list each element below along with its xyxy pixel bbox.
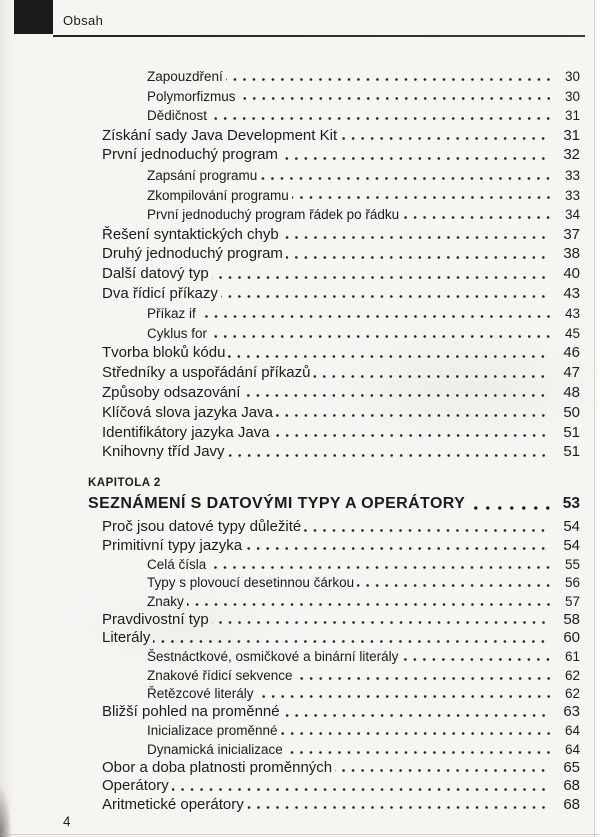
header-rule	[53, 35, 585, 37]
toc-entry-page: 57	[564, 593, 580, 609]
toc-entry-page: 54	[563, 536, 580, 554]
toc-entry	[0, 738, 600, 757]
toc-entry-page: 40	[563, 265, 580, 283]
toc-entry-label: Zkompilování programu	[147, 187, 289, 203]
toc-entry	[0, 242, 600, 262]
dot-leader	[210, 332, 554, 341]
toc-entry	[0, 590, 600, 609]
toc-entry	[0, 143, 600, 163]
dot-leader	[313, 372, 549, 381]
toc-entry	[0, 572, 600, 591]
toc-entry	[0, 222, 600, 242]
toc-entry-label: Polymorfizmus	[147, 88, 236, 104]
toc-entry-label: Dva řídicí příkazy	[102, 284, 218, 302]
toc-entry-page: 56	[564, 575, 580, 591]
dot-leader	[468, 502, 554, 512]
toc-entry-label: Inicializace proměnné	[147, 723, 278, 739]
dot-leader	[243, 392, 549, 401]
toc-entry-label: Znaky	[147, 593, 184, 609]
toc-entry-label: Dynamická inicializace	[147, 741, 283, 757]
toc-entry-page: 33	[564, 167, 580, 183]
toc-entry-page: 32	[563, 146, 580, 164]
toc-entry	[0, 262, 600, 282]
dot-leader	[247, 803, 549, 812]
dot-leader	[401, 655, 554, 664]
dot-leader	[335, 766, 549, 775]
toc-entry-label: Řetězcové literály	[147, 686, 254, 702]
toc-entry-page: 34	[564, 207, 580, 223]
dot-leader	[221, 293, 549, 302]
toc-entry-label: Cyklus for	[147, 326, 208, 342]
toc-entry-label: Další datový typ	[102, 265, 209, 283]
toc-entry-page: 68	[563, 777, 580, 795]
dot-leader	[260, 174, 554, 183]
toc-entry-label: Středníky a uspořádání příkazů	[102, 364, 311, 382]
dot-leader	[210, 114, 554, 123]
running-head-title: Obsah	[63, 13, 104, 28]
toc-entry-page: 51	[563, 423, 580, 441]
toc-entry	[0, 401, 600, 421]
chapter-tab-block	[14, 0, 53, 34]
toc-entry-label: První jednoduchý program řádek po řádku	[147, 207, 400, 223]
toc-entry-page: 31	[563, 126, 580, 144]
dot-leader	[187, 600, 554, 609]
toc-entry-label: Identifikátory jazyka Java	[102, 423, 270, 441]
toc-entry	[0, 646, 600, 665]
page-number: 4	[63, 814, 71, 829]
toc-entry-page: 31	[564, 108, 580, 124]
toc-entry-page: 30	[564, 88, 580, 104]
dot-leader	[281, 154, 549, 163]
toc-entry-page: 38	[563, 245, 580, 263]
toc-entry	[0, 420, 600, 440]
page-edge-right	[594, 0, 595, 837]
toc-entry-page: 54	[563, 518, 580, 536]
page-edge-bottom	[0, 834, 600, 835]
toc-entry	[0, 183, 600, 203]
toc-entry	[0, 203, 600, 223]
toc-entry-label: Literály	[102, 629, 151, 647]
dot-leader	[282, 233, 549, 242]
dot-leader	[357, 581, 554, 590]
toc-entry	[0, 84, 600, 104]
toc-entry-label: Knihovny tříd Javy	[102, 443, 225, 461]
dot-leader	[273, 431, 549, 440]
dot-leader	[228, 451, 549, 460]
toc-entry-label: Pravdivostní typ	[102, 610, 209, 628]
dot-leader	[296, 674, 554, 683]
toc-entry-label: Aritmetické operátory	[102, 795, 244, 813]
table-of-contents	[0, 64, 600, 812]
toc-entry	[0, 302, 600, 322]
dot-leader	[340, 134, 549, 143]
dot-leader	[209, 563, 554, 572]
toc-entry-label: Obor a doba platnosti proměnných	[102, 758, 333, 776]
toc-entry-page: 62	[564, 686, 580, 702]
dot-leader	[199, 312, 554, 321]
toc-entry-page: 62	[564, 667, 580, 683]
toc-entry-page: 51	[563, 443, 580, 461]
toc-entry	[0, 720, 600, 739]
toc-entry-page: 64	[564, 741, 580, 757]
toc-entry	[0, 321, 600, 341]
toc-entry	[0, 757, 600, 776]
dot-leader	[402, 213, 554, 222]
toc-entry-label: Zapsání programu	[147, 167, 258, 183]
toc-entry-page: 45	[564, 326, 580, 342]
dot-leader	[304, 526, 549, 535]
toc-entry-label: První jednoduchý program	[102, 146, 278, 164]
toc-entry-page: 48	[563, 383, 580, 401]
toc-entry	[0, 516, 600, 535]
toc-entry-label: Klíčová slova jazyka Java	[102, 403, 273, 421]
toc-entry	[0, 104, 600, 124]
dot-leader	[281, 729, 554, 738]
toc-entry-label: Získání sady Java Development Kit	[102, 126, 338, 144]
toc-entry-page: 61	[564, 649, 580, 665]
toc-entry	[0, 163, 600, 183]
dot-leader	[212, 618, 549, 627]
dot-leader	[239, 95, 554, 104]
toc-entry-page: 68	[563, 795, 580, 813]
toc-entry-label: Bližší pohled na proměnné	[102, 703, 280, 721]
toc-entry-page: 37	[563, 225, 580, 243]
toc-entry-label: Způsoby odsazování	[102, 383, 241, 401]
toc-entry-page: 33	[564, 187, 580, 203]
toc-entry	[0, 440, 600, 460]
toc-entry-page: 64	[564, 723, 580, 739]
dot-leader	[286, 748, 554, 757]
toc-entry-page: 50	[563, 403, 580, 421]
toc-section	[0, 64, 600, 460]
dot-leader	[172, 785, 549, 794]
toc-entry	[0, 609, 600, 628]
toc-entry	[0, 701, 600, 720]
toc-entry	[0, 64, 600, 84]
toc-entry-label: Operátory	[102, 777, 169, 795]
toc-entry-label: Tvorba bloků kódu	[102, 344, 226, 362]
toc-section	[0, 477, 600, 813]
toc-entry-label: Příkaz if	[147, 306, 196, 322]
toc-entry	[0, 341, 600, 361]
chapter-page-number: 53	[562, 495, 580, 513]
dot-leader	[228, 352, 549, 361]
chapter-title-row	[0, 494, 600, 513]
toc-entry-page: 65	[563, 758, 580, 776]
toc-entry	[0, 381, 600, 401]
toc-entry	[0, 775, 600, 794]
toc-entry-page: 47	[563, 364, 580, 382]
dot-leader	[245, 544, 549, 553]
scan-edge-shadow	[0, 727, 18, 837]
toc-entry	[0, 361, 600, 381]
dot-leader	[153, 637, 549, 646]
toc-entry-page: 30	[564, 68, 580, 84]
toc-entry-page: 43	[563, 284, 580, 302]
toc-entry-page: 46	[563, 344, 580, 362]
toc-entry-label: Celá čísla	[147, 556, 207, 572]
toc-entry-label: Znakové řídicí sekvence	[147, 667, 293, 683]
dot-leader	[257, 692, 554, 701]
toc-entry-label: Druhý jednoduchý program	[102, 245, 283, 263]
toc-entry	[0, 683, 600, 702]
toc-entry-page: 55	[564, 556, 580, 572]
toc-entry-label: Řešení syntaktických chyb	[102, 225, 279, 243]
toc-entry-page: 63	[563, 703, 580, 721]
dot-leader	[212, 273, 549, 282]
chapter-title: SEZNÁMENÍ S DATOVÝMI TYPY A OPERÁTORY	[88, 494, 466, 512]
toc-entry-label: Dědičnost	[147, 108, 208, 124]
page-footer	[63, 814, 71, 829]
toc-entry	[0, 553, 600, 572]
toc-entry-label: Typy s plovoucí desetinnou čárkou	[147, 575, 355, 591]
dot-leader	[292, 194, 554, 203]
dot-leader	[226, 75, 554, 84]
toc-entry	[0, 664, 600, 683]
toc-entry	[0, 282, 600, 302]
toc-entry-label: Proč jsou datové typy důležité	[102, 518, 302, 536]
toc-entry-page: 58	[563, 610, 580, 628]
chapter-label: KAPITOLA 2	[88, 476, 161, 489]
dot-leader	[276, 411, 549, 420]
toc-entry	[0, 123, 600, 143]
toc-entry	[0, 794, 600, 813]
toc-entry-page: 60	[563, 629, 580, 647]
toc-entry	[0, 627, 600, 646]
toc-entry-page: 43	[564, 306, 580, 322]
toc-entry-label: Zapouzdření	[147, 68, 223, 84]
toc-entry	[0, 535, 600, 554]
toc-entry-label: Primitivní typy jazyka	[102, 536, 243, 554]
dot-leader	[283, 711, 549, 720]
toc-entry-label: Šestnáctkové, osmičkové a binární literály	[147, 649, 399, 665]
dot-leader	[286, 253, 549, 262]
